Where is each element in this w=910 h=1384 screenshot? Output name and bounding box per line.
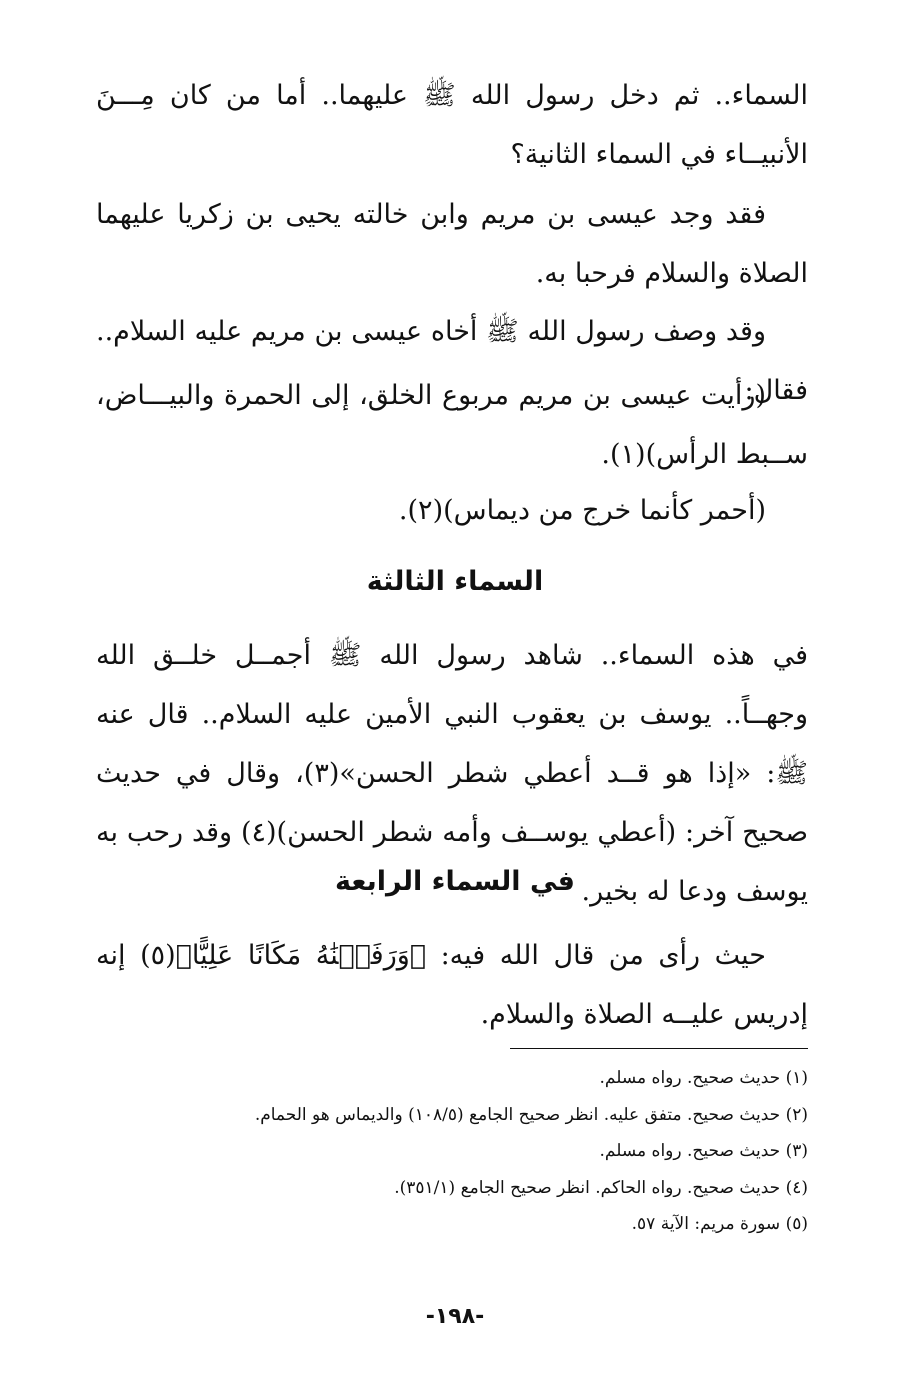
paragraph-hadith-isa: [96, 366, 808, 484]
paragraph-text: (رأيت عيسى بن مريم مربوع الخلق، إلى الحمرة والبيـــاض، ســبط الرأس)(١).: [96, 380, 808, 470]
footnotes: [96, 1060, 808, 1243]
section-heading-fourth-heaven: في السماء الرابعة: [335, 866, 575, 897]
paragraph-second-heaven-end: [96, 66, 808, 184]
page-number: -١٩٨-: [425, 1304, 485, 1329]
footnote-2: (٢) حديث صحيح. متفق عليه. انظر صحيح الجامع (١٠٨/٥) والديماس هو الحمام.: [254, 1104, 808, 1125]
footnote-5: (٥) سورة مريم: الآية ٥٧.: [631, 1214, 808, 1234]
footnote-3: (٣) حديث صحيح. رواه مسلم.: [599, 1141, 808, 1161]
paragraph-idris: [96, 926, 808, 1044]
paragraph-text: حيث رأى من قال الله فيه: ﴿وَرَفَعۡنَٰهُ مَكَانًا عَلِيًّا﴾(٥) إنه إدريس عليــه الصلاة والسلام.: [96, 940, 808, 1030]
paragraph-text: (أحمر كأنما خرج من ديماس)(٢).: [398, 495, 766, 526]
section-heading-third-heaven: السماء الثالثة: [366, 566, 544, 597]
footnote-1: (١) حديث صحيح. رواه مسلم.: [599, 1068, 808, 1088]
paragraph-text: السماء.. ثم دخل رسول الله ﷺ عليهما.. أما من كان مِـــنَ الأنبيــاء في السماء الثانية؟: [96, 80, 808, 170]
footnote-4: (٤) حديث صحيح. رواه الحاكم. انظر صحيح الجامع (٣٥١/١).: [394, 1177, 808, 1198]
paragraph-text: فقد وجد عيسى بن مريم وابن خالته يحيى بن زكريا عليهما الصلاة والسلام فرحبا به.: [96, 199, 808, 289]
paragraph-isa-yahya: [96, 185, 808, 303]
footnote-separator: [510, 1048, 808, 1049]
paragraph-text: في هذه السماء.. شاهد رسول الله ﷺ أجمــل خلــق الله وجهــاً.. يوسف بن يعقوب النبي الأمين عليه السلام.. قال عنه ﷺ: «إذا هو قــد أعطي شطر الحسن»(٣)، وقال في حديث صحيح آخر: (أعطي يوســف وأمه شطر الحسن)(٤) وقد رحب به يوسف ودعا له بخير.: [96, 640, 809, 907]
paragraph-text: وقد وصف رسول الله ﷺ أخاه عيسى بن مريم عليه السلام.. فقال:: [96, 316, 808, 406]
paragraph-hadith-dimas: [96, 481, 808, 540]
